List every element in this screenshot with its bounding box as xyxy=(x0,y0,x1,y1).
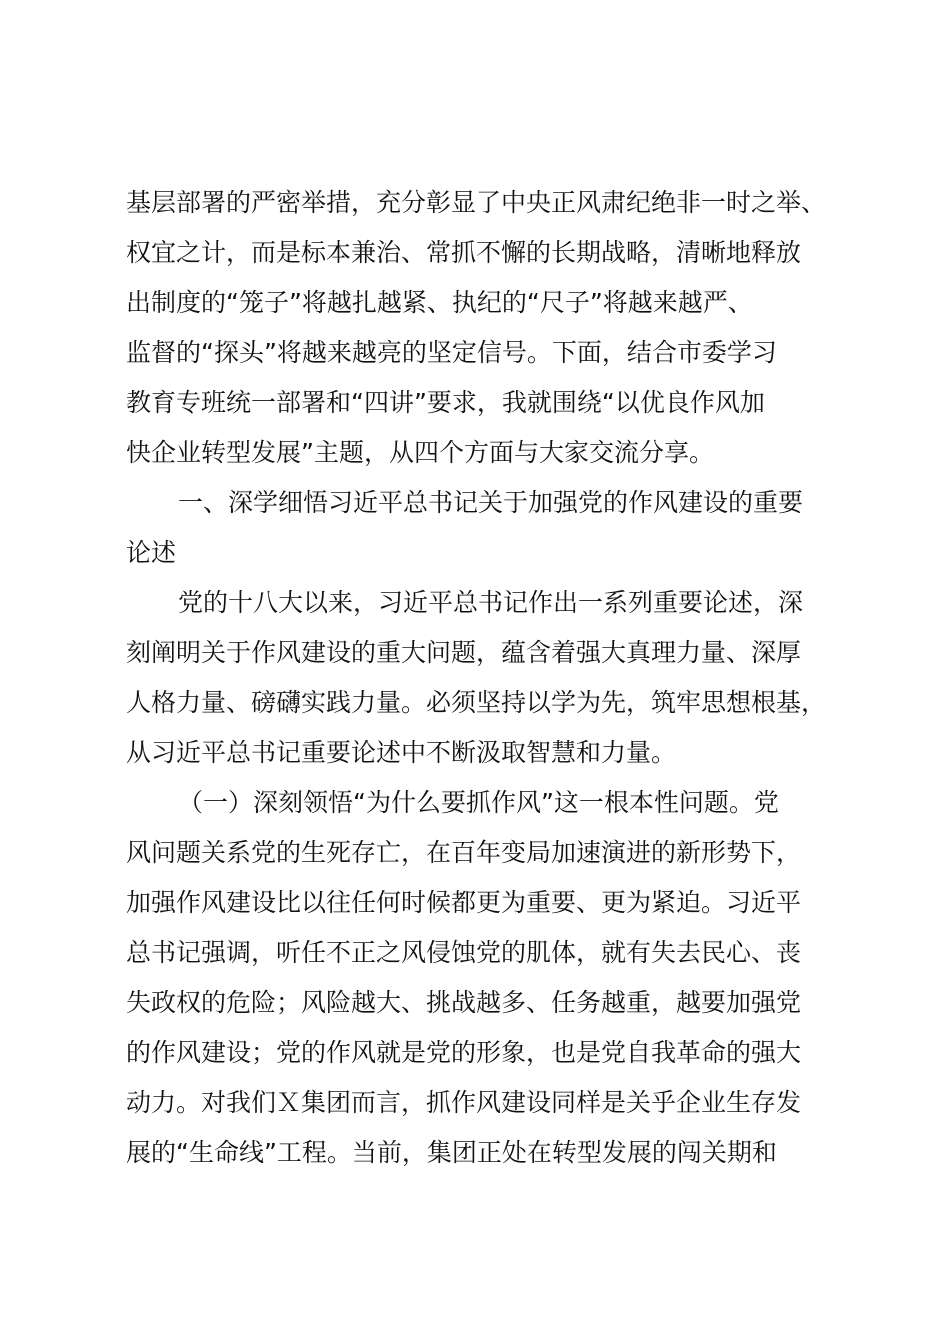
text-line: 动力。对我们Ｘ集团而言，抓作风建设同样是关乎企业生存发 xyxy=(126,1088,802,1117)
text-line: 快企业转型发展”主题，从四个方面与大家交流分享。 xyxy=(126,438,714,467)
text-line: 党的十八大以来，习近平总书记作出一系列重要论述，深 xyxy=(178,588,804,617)
text-line: 人格力量、磅礴实践力量。必须坚持以学为先，筑牢思想根基， xyxy=(126,688,827,717)
text-line: 展的“生命线”工程。当前，集团正处在转型发展的闯关期和 xyxy=(126,1138,777,1167)
subsection-line: （一）深刻领悟“为什么要抓作风”这一根本性问题。党 xyxy=(178,788,779,817)
text-line: 权宜之计，而是标本兼治、常抓不懈的长期战略，清晰地释放 xyxy=(126,238,802,267)
text-line: 风问题关系党的生死存亡，在百年变局加速演进的新形势下， xyxy=(126,838,802,867)
text-line: 的作风建设；党的作风就是党的形象，也是党自我革命的强大 xyxy=(126,1038,802,1067)
text-line: 刻阐明关于作风建设的重大问题，蕴含着强大真理力量、深厚 xyxy=(126,638,802,667)
text-line: 总书记强调，听任不正之风侵蚀党的肌体，就有失去民心、丧 xyxy=(126,938,802,967)
section-heading: 一、深学细悟习近平总书记关于加强党的作风建设的重要 xyxy=(178,488,804,517)
text-line: 出制度的“笼子”将越扎越紧、执纪的“尺子”将越来越严、 xyxy=(126,288,753,317)
text-line: 基层部署的严密举措，充分彰显了中央正风肃纪绝非一时之举、 xyxy=(126,188,827,217)
text-line: 失政权的危险；风险越大、挑战越多、任务越重，越要加强党 xyxy=(126,988,802,1017)
document-body xyxy=(126,178,856,1178)
text-line: 加强作风建设比以往任何时候都更为重要、更为紧迫。习近平 xyxy=(126,888,802,917)
text-line: 从习近平总书记重要论述中不断汲取智慧和力量。 xyxy=(126,738,677,767)
section-heading-continuation: 论述 xyxy=(126,538,177,567)
text-line: 监督的“探头”将越来越亮的坚定信号。下面，结合市委学习 xyxy=(126,338,777,367)
text-line: 教育专班统一部署和“四讲”要求，我就围绕“以优良作风加 xyxy=(126,388,765,417)
